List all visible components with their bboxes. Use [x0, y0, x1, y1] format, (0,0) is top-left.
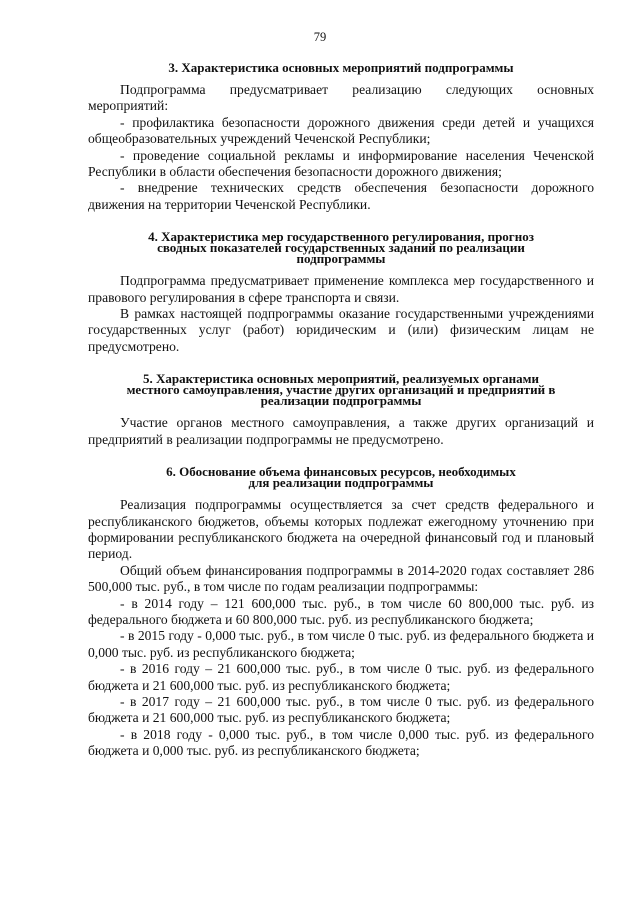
list-item: - профилактика безопасности дорожного движения среди детей и учащихся общеобразовательных учреждений Чеченской Республики; — [88, 114, 594, 147]
list-item: - в 2016 году – 21 600,000 тыс. руб., в том числе 0 тыс. руб. из федерального бюджета и 21 600,000 тыс. руб. из республиканского бюджета; — [88, 661, 594, 693]
page-number: 79 — [313, 30, 327, 44]
list-item: - внедрение технических средств обеспечения безопасности дорожного движения на территории Чеченской Республики. — [88, 180, 594, 212]
section-heading: 5. Характеристика основных мероприятий, реализуемых органами местного самоуправления, участие других организаций и предприятий в реализации подпрограммы — [126, 371, 556, 409]
section-heading: 6. Обоснование объема финансовых ресурсов, необходимых для реализации подпрограммы — [166, 464, 516, 491]
paragraph: Реализация подпрограммы осуществляется за счет средств федерального и республиканского бюджетов, объемы которых подлежат ежегодному уточнению при формировании республиканского бюджета на очередной финансовый год и плановый период. — [88, 497, 594, 562]
list-item: - в 2015 году - 0,000 тыс. руб., в том числе 0 тыс. руб. из федерального бюджета и 0,000 тыс. руб. из республиканского бюджета; — [88, 628, 594, 660]
paragraph: Подпрограмма предусматривает реализацию следующих основных мероприятий: — [88, 82, 594, 114]
section-5 — [88, 373, 594, 448]
section-6 — [88, 466, 594, 760]
list-item: - в 2014 году – 121 600,000 тыс. руб., в том числе 60 800,000 тыс. руб. из федерального бюджета и 60 800,000 тыс. руб. из республиканского бюджета; — [88, 595, 594, 627]
section-heading: 4. Характеристика мер государственного регулирования, прогноз сводных показателей государственных заданий по реализации подпрограммы — [148, 229, 534, 267]
page-content — [88, 62, 594, 760]
section-4 — [88, 231, 594, 355]
paragraph: Общий объем финансирования подпрограммы в 2014-2020 годах составляет 286 500,000 тыс. руб., в том числе по годам реализации подпрограммы: — [88, 562, 594, 595]
list-item: - в 2017 году – 21 600,000 тыс. руб., в том числе 0 тыс. руб. из федерального бюджета и 21 600,000 тыс. руб. из республиканского бюджета; — [88, 693, 594, 726]
list-item: - в 2018 году - 0,000 тыс. руб., в том числе 0,000 тыс. руб. из федерального бюджета и 0,000 тыс. руб. из республиканского бюджета; — [88, 726, 594, 759]
paragraph: В рамках настоящей подпрограммы оказание государственными учреждениями государственных услуг (работ) юридическим и (или) физическим лицам не предусмотрено. — [88, 306, 594, 354]
section-3 — [88, 62, 594, 213]
section-heading: 3. Характеристика основных мероприятий подпрограммы — [168, 60, 514, 75]
paragraph: Участие органов местного самоуправления, а также других организаций и предприятий в реализации подпрограммы не предусмотрено. — [88, 415, 594, 447]
paragraph: Подпрограмма предусматривает применение комплекса мер государственного и правового регулирования в сфере транспорта и связи. — [88, 273, 594, 305]
list-item: - проведение социальной рекламы и информирование населения Чеченской Республики в области обеспечения безопасности дорожного движения; — [88, 147, 594, 180]
